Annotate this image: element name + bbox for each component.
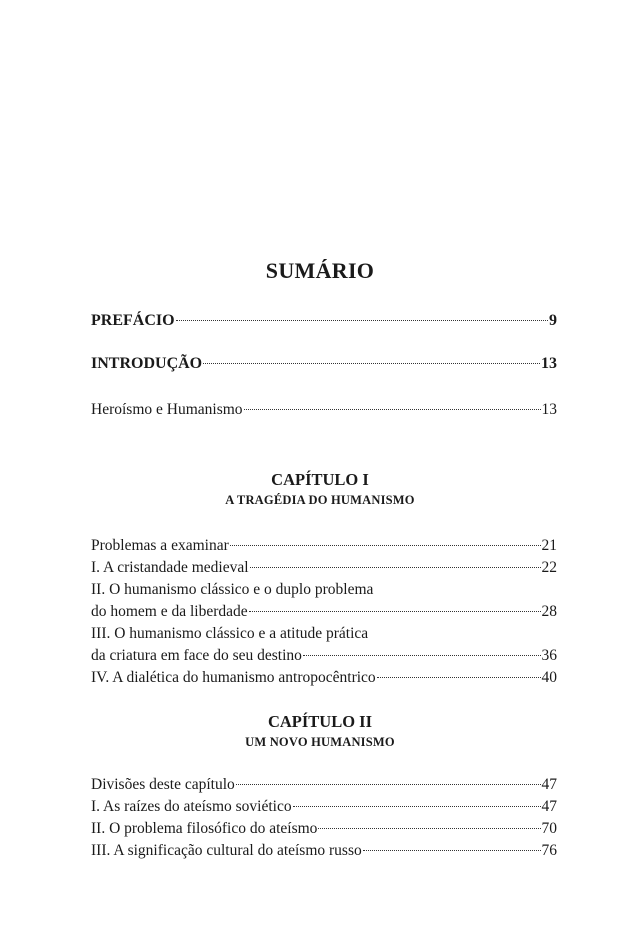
toc-entry[interactable] — [91, 623, 557, 667]
toc-entry-label-line: III. O humanismo clássico e a atitude prática — [91, 625, 369, 642]
toc-page-number: 47 — [541, 798, 557, 815]
dot-leader — [236, 784, 541, 785]
toc-entry[interactable] — [91, 818, 557, 840]
toc-entry-label: III. A significação cultural do ateísmo russo — [91, 842, 362, 859]
toc-entry[interactable] — [91, 774, 557, 796]
dot-leader — [293, 806, 541, 807]
toc-page-number: 13 — [541, 401, 557, 418]
toc-page-number: 70 — [541, 820, 557, 837]
toc-entry-label: Heroísmo e Humanismo — [91, 401, 243, 418]
page-title: SUMÁRIO — [265, 258, 375, 283]
toc-entry-label-line: II. O humanismo clássico e o duplo problema — [91, 581, 374, 598]
dot-leader — [249, 611, 541, 612]
dot-leader — [250, 567, 541, 568]
toc-entry[interactable] — [91, 667, 557, 689]
chapter-title: CAPÍTULO II — [267, 712, 373, 731]
toc-entry-label: INTRODUÇÃO — [91, 355, 203, 372]
toc-entry[interactable] — [91, 579, 557, 623]
toc-entry-label: do homem e da liberdade — [91, 603, 248, 620]
chapter-1-heading — [0, 469, 640, 509]
toc-entry-label: PREFÁCIO — [91, 312, 175, 329]
toc-entry-label: IV. A dialética do humanismo antropocêntrico — [91, 669, 376, 686]
toc-page-number: 76 — [541, 842, 557, 859]
chapter-2-heading — [0, 711, 640, 751]
toc-page-number: 9 — [549, 312, 557, 329]
dot-leader — [363, 850, 541, 851]
dot-leader — [176, 320, 548, 321]
toc-page-number: 21 — [541, 537, 557, 554]
toc-entry[interactable] — [91, 840, 557, 862]
dot-leader — [377, 677, 541, 678]
toc-page-number: 28 — [541, 603, 557, 620]
toc-entry-label: Problemas a examinar — [91, 537, 229, 554]
toc-entry-label: Divisões deste capítulo — [91, 776, 235, 793]
toc-entry[interactable] — [91, 796, 557, 818]
toc-page-number: 22 — [541, 559, 557, 576]
toc-entry-label: I. A cristandade medieval — [91, 559, 249, 576]
chapter-subtitle: UM NOVO HUMANISMO — [245, 735, 395, 749]
dot-leader — [203, 363, 540, 364]
toc-page-number: 36 — [541, 647, 557, 664]
toc-entry-heroismo[interactable] — [91, 399, 557, 421]
toc-entry-prefacio[interactable] — [91, 310, 557, 332]
dot-leader — [318, 828, 540, 829]
chapter-subtitle: A TRAGÉDIA DO HUMANISMO — [225, 493, 415, 507]
chapter-1-entries — [91, 535, 557, 689]
toc-entry-label: II. O problema filosófico do ateísmo — [91, 820, 318, 837]
toc-entry-label: I. As raízes do ateísmo soviético — [91, 798, 292, 815]
dot-leader — [303, 655, 541, 656]
dot-leader — [244, 409, 541, 410]
dot-leader — [230, 545, 541, 546]
chapter-2-entries — [91, 774, 557, 862]
toc-page-number: 40 — [541, 669, 557, 686]
toc-entry-label: da criatura em face do seu destino — [91, 647, 302, 664]
toc-entry[interactable] — [91, 557, 557, 579]
toc-page-number: 47 — [541, 776, 557, 793]
toc-entry-introducao[interactable] — [91, 353, 557, 375]
toc-entry[interactable] — [91, 535, 557, 557]
chapter-title: CAPÍTULO I — [271, 470, 369, 489]
toc-page-number: 13 — [541, 355, 557, 372]
